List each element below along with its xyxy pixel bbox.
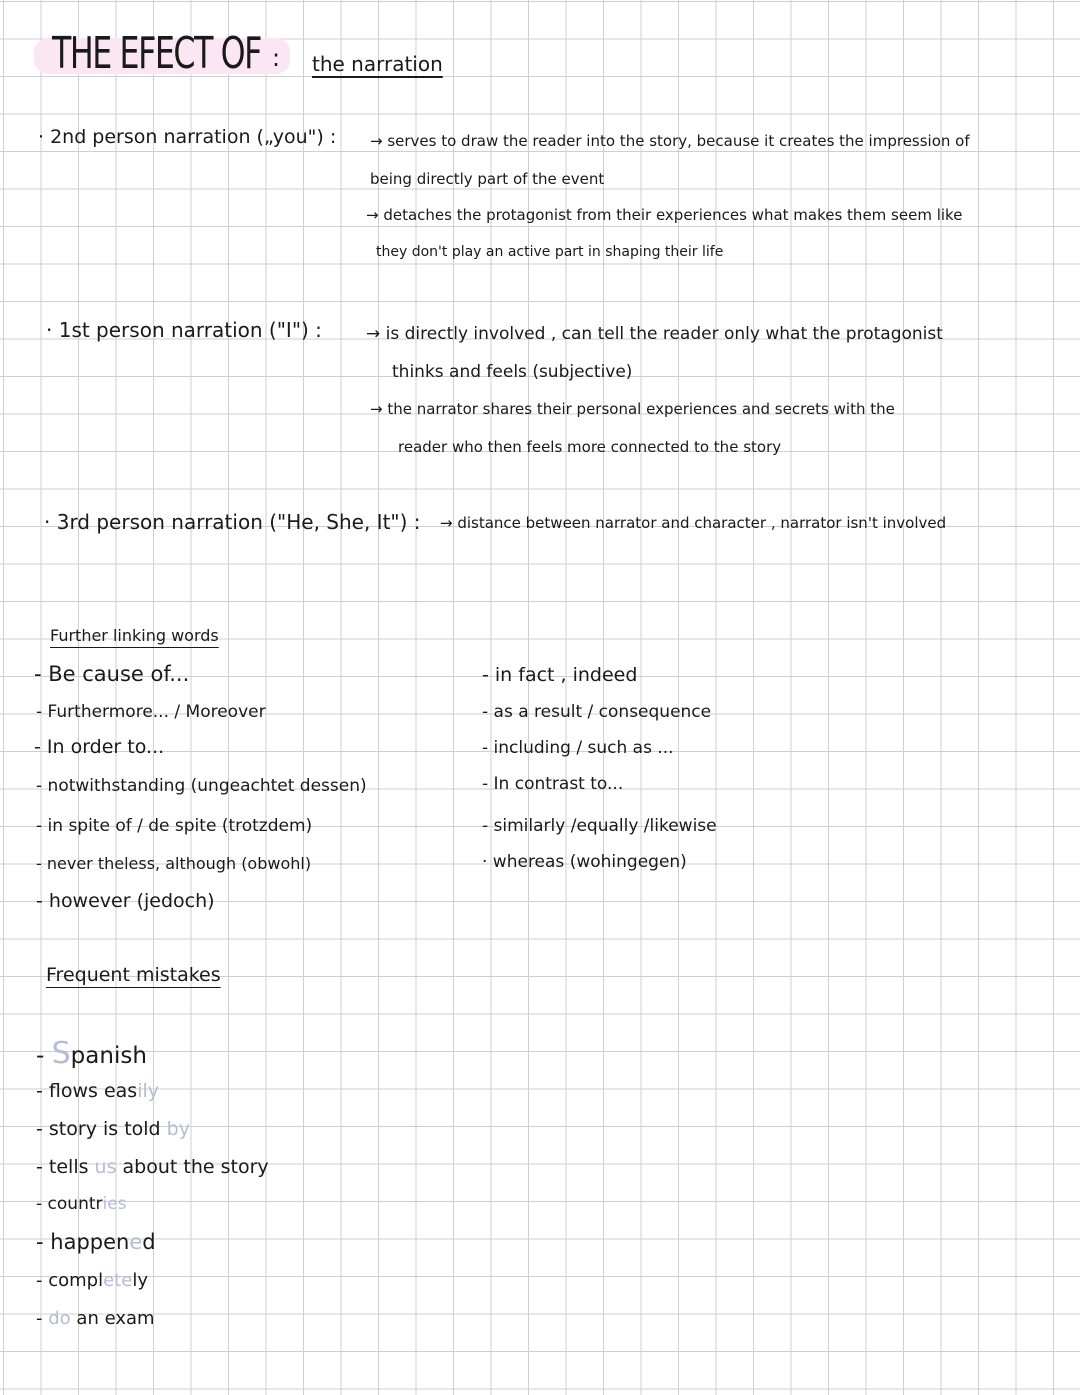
linking-left-item-4: - notwithstanding (ungeachtet dessen) bbox=[36, 776, 367, 796]
mistake-dash: - bbox=[36, 1156, 43, 1178]
mistake-dash: - bbox=[36, 1308, 43, 1329]
page-subtitle: the narration bbox=[312, 52, 443, 76]
linking-left-item-1: - Be cause of... bbox=[34, 662, 190, 686]
narration-3rd-line-1: → distance between narrator and character , narrator isn't involved bbox=[440, 514, 947, 532]
page-title: THE EFECT OF bbox=[52, 28, 261, 79]
narration-1st-line-4: reader who then feels more connected to the story bbox=[398, 438, 782, 456]
mistake-item bbox=[36, 1036, 147, 1071]
mistake-faint-part: do bbox=[48, 1308, 71, 1329]
mistake-part: panish bbox=[70, 1043, 147, 1069]
mistake-dash: - bbox=[36, 1230, 44, 1254]
mistake-dash: - bbox=[36, 1270, 43, 1291]
narration-2nd-line-2: being directly part of the event bbox=[370, 170, 605, 188]
linking-right-item-2: - as a result / consequence bbox=[482, 702, 712, 722]
linking-left-item-7: - however (jedoch) bbox=[36, 890, 215, 912]
narration-1st-line-2: thinks and feels (subjective) bbox=[392, 362, 633, 382]
mistake-part: tells bbox=[48, 1156, 95, 1178]
mistake-part: story is told bbox=[48, 1118, 167, 1140]
mistake-faint-part: S bbox=[51, 1036, 71, 1071]
narration-label-1st: · 1st person narration ("I") : bbox=[46, 318, 322, 342]
mistake-part: countr bbox=[47, 1194, 103, 1214]
mistake-faint-part: us bbox=[94, 1156, 117, 1178]
mistake-faint-part: e bbox=[129, 1230, 143, 1254]
mistake-dash: - bbox=[36, 1194, 43, 1214]
narration-label-3rd: · 3rd person narration ("He, She, It") : bbox=[44, 510, 421, 534]
mistake-item bbox=[36, 1308, 155, 1329]
narration-label-2nd: · 2nd person narration („you") : bbox=[38, 126, 337, 148]
linking-heading: Further linking words bbox=[50, 626, 219, 645]
narration-2nd-line-1: → serves to draw the reader into the story, because it creates the impression of bbox=[370, 132, 970, 150]
linking-left-item-2: - Furthermore... / Moreover bbox=[36, 702, 266, 722]
mistakes-heading: Frequent mistakes bbox=[46, 964, 221, 986]
linking-left-item-3: - In order to... bbox=[34, 736, 165, 758]
linking-right-item-5: - similarly /equally /likewise bbox=[482, 816, 717, 836]
mistake-faint-part: ete bbox=[103, 1270, 133, 1291]
title-colon: : bbox=[272, 44, 281, 72]
linking-left-item-6: - never theless, although (obwohl) bbox=[36, 854, 312, 873]
mistake-faint-part: by bbox=[166, 1118, 190, 1140]
narration-1st-line-3: → the narrator shares their personal experiences and secrets with the bbox=[370, 400, 895, 418]
mistake-dash: - bbox=[36, 1043, 45, 1069]
linking-right-item-6: · whereas (wohingegen) bbox=[482, 852, 687, 872]
mistake-part: compl bbox=[48, 1270, 104, 1291]
linking-left-item-5: - in spite of / de spite (trotzdem) bbox=[36, 816, 313, 836]
narration-2nd-line-3: → detaches the protagonist from their experiences what makes them seem like bbox=[366, 206, 963, 224]
narration-2nd-line-4: they don't play an active part in shaping their life bbox=[376, 244, 724, 260]
mistake-part: ly bbox=[132, 1270, 148, 1291]
mistake-faint-part: ies bbox=[102, 1194, 127, 1214]
mistake-item bbox=[36, 1118, 190, 1140]
linking-right-item-3: - including / such as ... bbox=[482, 738, 674, 758]
mistake-item bbox=[36, 1156, 269, 1178]
mistake-part: about the story bbox=[116, 1156, 269, 1178]
mistake-part: flows eas bbox=[48, 1080, 138, 1102]
mistake-dash: - bbox=[36, 1080, 43, 1102]
mistake-item bbox=[36, 1080, 159, 1102]
mistake-part: happen bbox=[50, 1230, 130, 1254]
mistake-item bbox=[36, 1270, 148, 1291]
mistake-item bbox=[36, 1194, 127, 1214]
narration-1st-line-1: → is directly involved , can tell the reader only what the protagonist bbox=[366, 324, 943, 344]
mistake-part: d bbox=[142, 1230, 156, 1254]
mistake-item bbox=[36, 1230, 156, 1254]
linking-right-item-1: - in fact , indeed bbox=[482, 664, 638, 686]
mistake-dash: - bbox=[36, 1118, 43, 1140]
mistake-part: an exam bbox=[70, 1308, 155, 1329]
mistake-faint-part: ily bbox=[137, 1080, 160, 1102]
linking-right-item-4: - In contrast to... bbox=[482, 774, 624, 794]
